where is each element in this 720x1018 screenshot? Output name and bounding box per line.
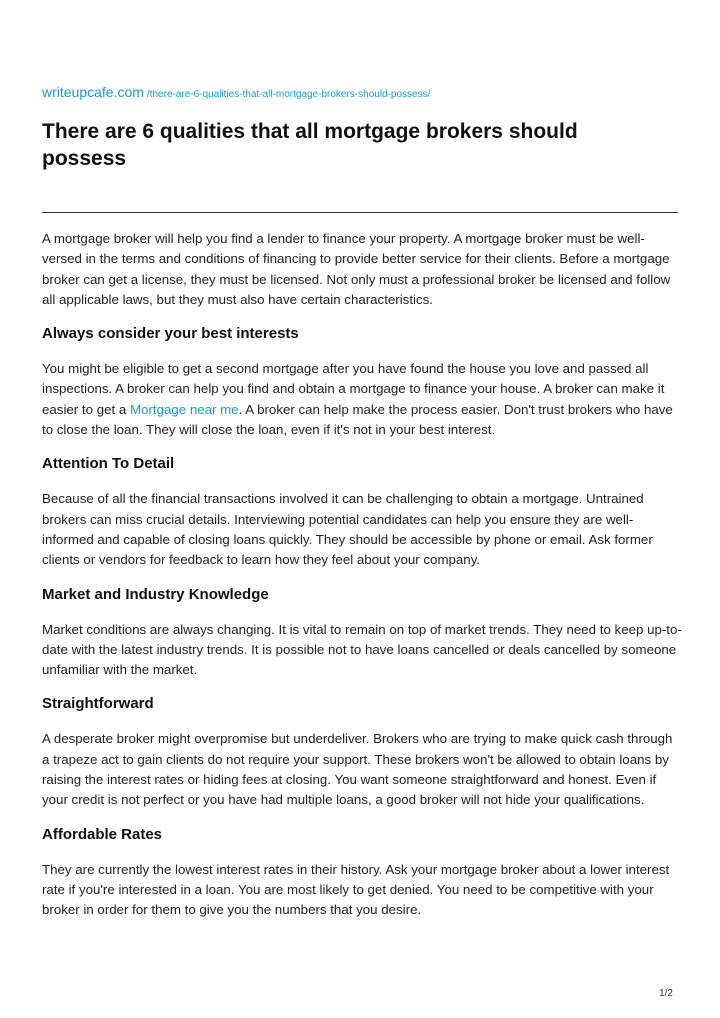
intro-paragraph: A mortgage broker will help you find a lender to finance your property. A mortgage broker must be well-versed in the terms and conditions of financing to provide better service for their clients. Before a mortgage broker can get a license, they must be licensed. Not only must a professional broker be licensed and follow all applicable laws, but they must also have certain characteristics. (42, 231, 671, 307)
section-paragraph-straightforward: A desperate broker might overpromise but underdeliver. Brokers who are trying to make quick cash through a trapeze act to gain clients do not require your support. These brokers won't be allowed to obtain loans by raising the interest rates or hiding fees at closing. You want someone straightforward and honest. Even if your credit is not perfect or you have had multiple loans, a good broker will not hide your qualifications. (42, 731, 673, 808)
section-heading-best-interests: Always consider your best interests (42, 325, 299, 343)
article-body (42, 229, 682, 935)
paragraph-text: You might be eligible to get a second mortgage after you have found the house you love and passed all inspections. A broker can help you find and obtain a mortgage to finance your house. A broker can make it easier to get a (42, 361, 665, 417)
document-page (42, 0, 682, 1018)
section-paragraph-affordable-rates: They are currently the lowest interest rates in their history. Ask your mortgage broker about a lower interest rate if you're interested in a loan. You are most likely to get denied. You need to be competitive with your broker in order for them to give you the numbers that you desire. (42, 861, 670, 918)
section-paragraph-attention-to-detail: Because of all the financial transactions involved it can be challenging to obtain a mortgage. Untrained brokers can miss crucial details. Interviewing potential candidates can help you ensure they are well-informed and capable of closing loans quickly. They should be accessible by phone or email. Ask former clients or vendors for feedback to learn how they feel about your company. (42, 491, 653, 568)
page-number: 1/2 (659, 988, 673, 999)
source-line (42, 84, 430, 102)
mortgage-near-me-link[interactable]: Mortgage near me (129, 401, 239, 417)
section-paragraph-market-knowledge: Market conditions are always changing. It is vital to remain on top of market trends. They need to keep up-to-date with the latest industry trends. It is possible not to have loans cancelled or deals cancelled by someone unfamiliar with the market. (42, 621, 682, 678)
source-site-link[interactable]: writeupcafe.com (42, 84, 144, 100)
paragraph-text: . A broker can help make the process easier. Don't trust brokers who have to close the loan. They will close the loan, even if it's not in your best interest. (42, 401, 673, 438)
section-paragraph-best-interests (42, 359, 682, 440)
title-divider (42, 212, 678, 213)
source-path-link[interactable]: /there-are-6-qualities-that-all-mortgage-brokers-should-possess/ (146, 89, 431, 100)
section-heading-straightforward: Straightforward (42, 695, 154, 713)
section-heading-market-knowledge: Market and Industry Knowledge (42, 585, 269, 603)
section-heading-attention-to-detail: Attention To Detail (42, 455, 175, 473)
article-title: There are 6 qualities that all mortgage brokers should possess (42, 120, 578, 170)
section-heading-affordable-rates: Affordable Rates (42, 825, 163, 843)
